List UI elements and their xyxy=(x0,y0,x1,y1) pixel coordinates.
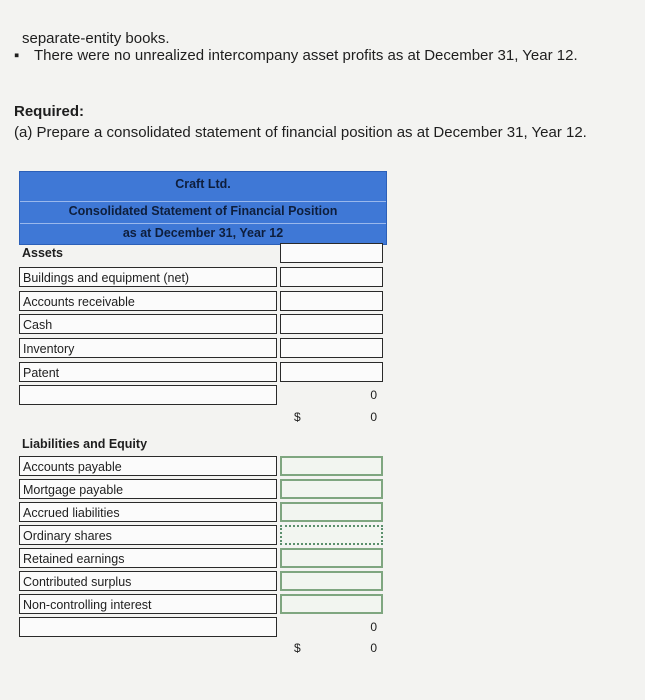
statement-date: as at December 31, Year 12 xyxy=(20,223,386,240)
assets-total-label xyxy=(19,407,277,427)
assets-subtotal-cell xyxy=(280,385,383,405)
liability-input-mortgage[interactable] xyxy=(280,479,383,499)
liability-label-mortgage: Mortgage payable xyxy=(19,479,277,499)
table-row xyxy=(19,267,387,289)
table-row xyxy=(19,291,387,313)
liabilities-total-currency: $ xyxy=(294,641,301,655)
table-row xyxy=(19,314,387,336)
asset-input-receivable[interactable] xyxy=(280,291,383,311)
asset-extra-label[interactable] xyxy=(19,385,277,405)
bullet-text: There were no unrealized intercompany asset profits as at December 31, Year 12. xyxy=(34,47,578,64)
asset-input-patent[interactable] xyxy=(280,362,383,382)
equity-input-surplus[interactable] xyxy=(280,571,383,591)
liabilities-heading: Liabilities and Equity xyxy=(22,437,148,451)
table-row xyxy=(19,362,387,384)
liabilities-subtotal-value: 0 xyxy=(370,620,377,634)
liability-label-payable: Accounts payable xyxy=(19,456,277,476)
liabilities-extra-label[interactable] xyxy=(19,617,277,637)
equity-label-retained: Retained earnings xyxy=(19,548,277,568)
equity-input-shares[interactable] xyxy=(280,525,383,545)
required-heading: Required: xyxy=(14,103,85,120)
table-row xyxy=(19,594,387,616)
statement-header xyxy=(19,171,387,245)
asset-label-cash: Cash xyxy=(19,314,277,334)
table-row xyxy=(19,456,387,478)
asset-input-buildings[interactable] xyxy=(280,267,383,287)
asset-label-receivable: Accounts receivable xyxy=(19,291,277,311)
liability-input-payable[interactable] xyxy=(280,456,383,476)
assets-heading-amount xyxy=(280,243,383,263)
asset-label-patent: Patent xyxy=(19,362,277,382)
asset-label-buildings: Buildings and equipment (net) xyxy=(19,267,277,287)
liabilities-total-label xyxy=(19,638,277,658)
liabilities-heading-row xyxy=(19,434,387,456)
equity-label-surplus: Contributed surplus xyxy=(19,571,277,591)
liabilities-total-value: 0 xyxy=(370,641,377,655)
equity-label-nci: Non-controlling interest xyxy=(19,594,277,614)
statement-table xyxy=(19,171,387,655)
asset-input-inventory[interactable] xyxy=(280,338,383,358)
table-row xyxy=(19,479,387,501)
liability-label-accrued: Accrued liabilities xyxy=(19,502,277,522)
required-part-a: (a) Prepare a consolidated statement of financial position as at December 31, Year 12. xyxy=(14,124,587,141)
assets-heading: Assets xyxy=(22,246,63,260)
assets-heading-row xyxy=(19,243,387,265)
assets-total-row xyxy=(19,407,387,429)
liabilities-total-cell xyxy=(280,638,383,658)
assets-subtotal-value: 0 xyxy=(370,388,377,402)
table-row xyxy=(19,617,387,639)
asset-input-cash[interactable] xyxy=(280,314,383,334)
equity-input-nci[interactable] xyxy=(280,594,383,614)
assets-total-value: 0 xyxy=(370,410,377,424)
statement-title: Consolidated Statement of Financial Position xyxy=(20,201,386,218)
intro-text: separate-entity books. xyxy=(22,30,170,47)
asset-label-inventory: Inventory xyxy=(19,338,277,358)
table-row xyxy=(19,525,387,547)
table-row xyxy=(19,385,387,407)
table-row xyxy=(19,338,387,360)
bullet-marker: ▪ xyxy=(14,47,20,64)
company-name: Craft Ltd. xyxy=(175,177,231,191)
liability-input-accrued[interactable] xyxy=(280,502,383,522)
table-row xyxy=(19,548,387,570)
equity-input-retained[interactable] xyxy=(280,548,383,568)
table-row xyxy=(19,502,387,524)
assets-total-cell xyxy=(280,407,383,427)
liabilities-total-row xyxy=(19,638,387,660)
equity-label-shares: Ordinary shares xyxy=(19,525,277,545)
liabilities-subtotal-cell xyxy=(280,617,383,637)
assets-total-currency: $ xyxy=(294,410,301,424)
table-row xyxy=(19,571,387,593)
